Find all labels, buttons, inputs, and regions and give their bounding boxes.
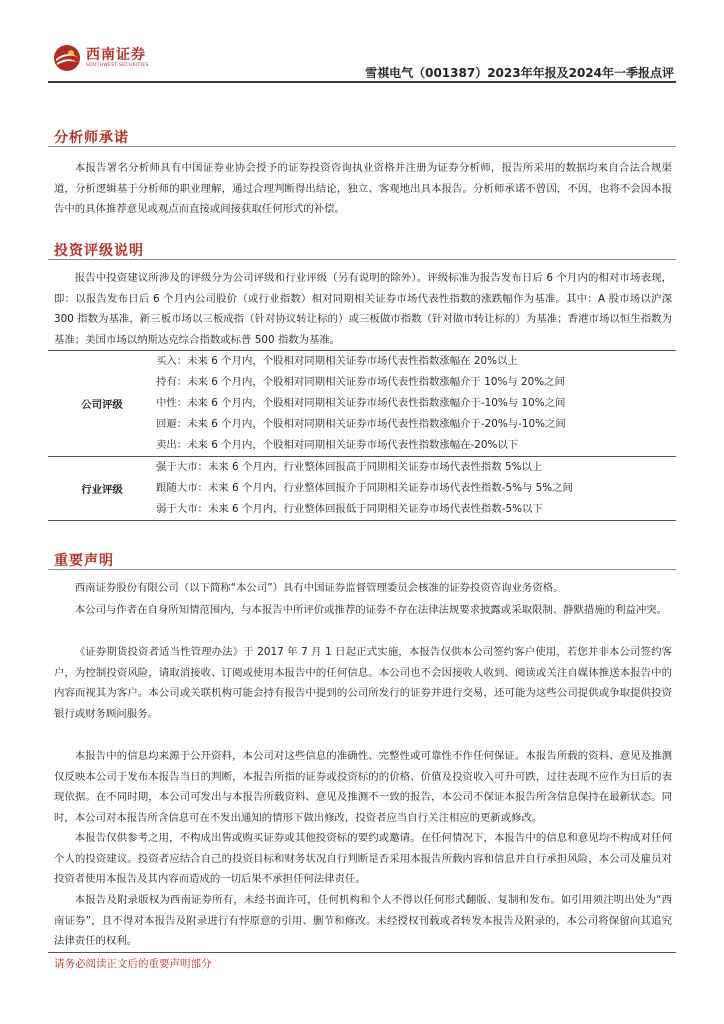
company-rating-item: 买入：未来 6 个月内，个股相对同期相关证券市场代表性指数涨幅在 20%以上 <box>156 355 518 367</box>
section-divider <box>48 569 676 570</box>
section-divider <box>48 259 676 260</box>
logo-english-name: SOUTHWEST SECURITIES <box>86 63 149 68</box>
company-rating-item: 卖出：未来 6 个月内，个股相对同期相关证券市场代表性指数涨幅在-20%以下 <box>156 439 519 451</box>
company-rating-group <box>48 351 676 457</box>
disclaimer-title: 重要声明 <box>54 553 114 569</box>
company-rating-item: 持有：未来 6 个月内，个股相对同期相关证券市场代表性指数涨幅介于 10%与 20%之间 <box>156 376 565 388</box>
analyst-commitment-title: 分析师承诺 <box>54 130 129 146</box>
industry-rating-item: 强于大市：未来 6 个月内，行业整体回报高于同期相关证券市场代表性指数 5%以上 <box>156 461 543 473</box>
footer-notice: 请务必阅读正文后的重要声明部分 <box>54 958 212 970</box>
company-rating-item: 中性：未来 6 个月内，个股相对同期相关证券市场代表性指数涨幅介于-10%与 10%之间 <box>156 397 566 409</box>
disclaimer-paragraph: 西南证券股份有限公司（以下简称“本公司”）具有中国证券监督管理委员会核准的证券投资咨询业务资格。 <box>74 582 564 594</box>
page-header <box>48 30 676 86</box>
industry-rating-item: 跟随大市：未来 6 个月内，行业整体回报介于同期相关证券市场代表性指数-5%与 5%之间 <box>156 482 573 494</box>
company-logo <box>53 44 149 72</box>
industry-rating-group <box>48 457 676 521</box>
section-divider <box>48 146 676 147</box>
disclaimer-paragraph: 本公司与作者在自身所知情范围内，与本报告中所评价或推荐的证券不存在法律法规要求披露或采取限制、静默措施的利益冲突。 <box>74 604 668 616</box>
rating-explanation-title: 投资评级说明 <box>54 243 144 259</box>
disclaimer-paragraph: 《证券期货投资者适当性管理办法》于 2017 年 7 月 1 日起正式实施，本报告仅供本公司签约客户使用，若您并非本公司签约客户，为控制投资风险，请取消接收、订阅或使用本报告中的任何信息。本公司也不会因接收人收到、阅读或关注自媒体推送本报告中的内容而视其为客户。本公司或关联机构可能会持有报告中提到的公司所发行的证券并进行交易，还可能为这些公司提供或争取提供投资银行或财务顾问服务。 <box>54 646 672 720</box>
industry-rating-item: 弱于大市：未来 6 个月内，行业整体回报低于同期相关证券市场代表性指数-5%以下 <box>156 503 543 515</box>
company-rating-item: 回避：未来 6 个月内，个股相对同期相关证券市场代表性指数涨幅介于-20%与-10%之间 <box>156 418 566 430</box>
report-title: 雪祺电气（001387）2023年年报及2024年一季报点评 <box>365 66 674 80</box>
rating-table <box>48 350 676 521</box>
analyst-commitment-text: 本报告署名分析师具有中国证券业协会授予的证券投资咨询执业资格并注册为证券分析师，报告所采用的数据均来自合法合规渠道，分析逻辑基于分析师的职业理解，通过合理判断得出结论，独立、客观地出具本报告。分析师承诺不曾因，不因，也将不会因本报告中的具体推荐意见或观点而直接或间接获取任何形式的补偿。 <box>54 162 672 215</box>
disclaimer-paragraph: 本报告及附录版权为西南证券所有，未经书面许可，任何机构和个人不得以任何形式翻版、复制和发布。如引用须注明出处为“西南证券”，且不得对本报告及附录进行有悖原意的引用、删节和修改。未经授权刊载或者转发本报告及附录的，本公司将保留向其追究法律责任的权利。 <box>54 894 672 947</box>
disclaimer-paragraph: 本报告仅供参考之用，不构成出售或购买证券或其他投资标的要约或邀请。在任何情况下，本报告中的信息和意见均不构成对任何个人的投资建议。投资者应结合自己的投资目标和财务状况自行判断是否采用本报告所载内容和信息并自行承担风险，本公司及雇员对投资者使用本报告及其内容而造成的一切后果不承担任何法律责任。 <box>54 832 672 885</box>
header-divider <box>48 81 676 83</box>
rating-explanation-intro: 报告中投资建议所涉及的评级分为公司评级和行业评级（另有说明的除外）。评级标准为报告发布日后 6 个月内的相对市场表现，即：以报告发布日后 6 个月内公司股价（或行业指数）相对同期相关证券市场代表性指数的涨跌幅作为基准。其中：A 股市场以沪深 300 指数为基准，新三板市场以三板成指（针对协议转让标的）或三板做市指数（针对做市转让标的）为基准；香港市场以恒生指数为基准；美国市场以纳斯达克综合指数或标普 500 指数为基准。 <box>54 272 672 346</box>
southwest-securities-logo-icon <box>53 44 81 72</box>
logo-chinese-name: 西南证券 <box>86 47 146 63</box>
company-rating-label: 公司评级 <box>81 399 123 411</box>
disclaimer-paragraph: 本报告中的信息均来源于公开资料，本公司对这些信息的准确性、完整性或可靠性不作任何保证。本报告所载的资料、意见及推测仅反映本公司于发布本报告当日的判断，本报告所指的证券或投资标的的价格、价值及投资收入可升可跌，过往表现不应作为日后的表现依据。在不同时期，本公司可发出与本报告所载资料、意见及推测不一致的报告，本公司不保证本报告所含信息保持在最新状态。同时，本公司对本报告所含信息可在不发出通知的情形下做出修改，投资者应当自行关注相应的更新或修改。 <box>54 750 672 824</box>
footer-divider <box>48 952 676 953</box>
industry-rating-label: 行业评级 <box>81 484 123 496</box>
